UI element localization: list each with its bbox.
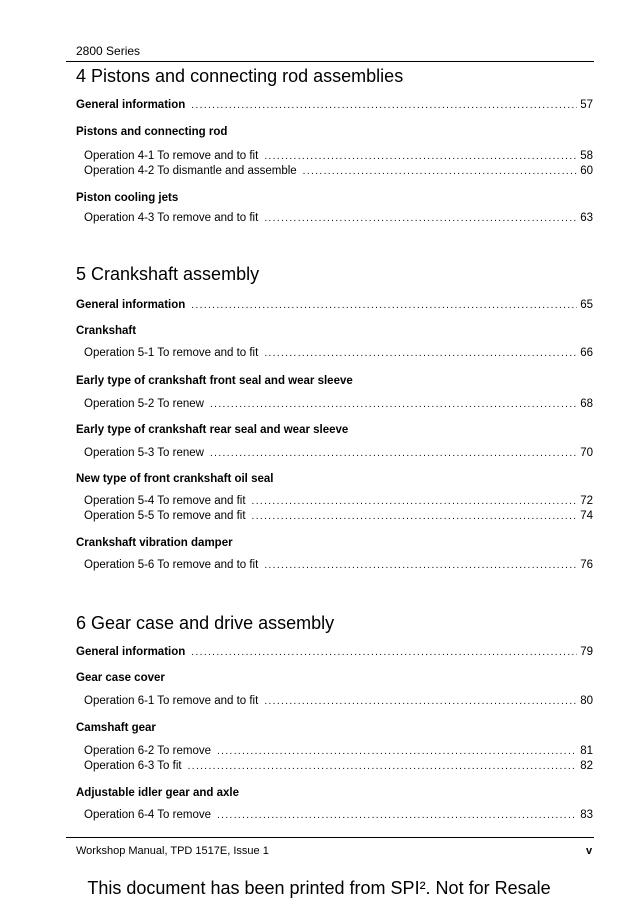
toc-entry[interactable] [76, 644, 593, 658]
leader-dots [191, 100, 577, 111]
toc-entry[interactable] [84, 557, 593, 571]
toc-page-number: 58 [580, 150, 593, 162]
section-heading: Gear case cover [76, 672, 165, 684]
toc-entry[interactable] [84, 163, 593, 177]
leader-dots [210, 448, 577, 459]
toc-page-number: 76 [580, 559, 593, 571]
section-heading: Early type of crankshaft front seal and wear sleeve [76, 375, 353, 387]
toc-page-number: 80 [580, 695, 593, 707]
toc-entry-label: Operation 6-4 To remove [84, 809, 211, 821]
leader-dots [191, 647, 577, 658]
toc-entry-label: Operation 6-3 To fit [84, 760, 182, 772]
toc-entry-label: General information [76, 99, 186, 111]
toc-entry[interactable] [76, 297, 593, 311]
footer-page-number: v [586, 845, 593, 857]
toc-entry-label: Operation 6-1 To remove and to fit [84, 695, 259, 707]
toc-page-number: 65 [580, 299, 593, 311]
toc-entry-label: General information [76, 299, 186, 311]
print-notice: This document has been printed from SPI². Not for Resale [87, 878, 551, 898]
toc-entry-label: General information [76, 646, 186, 658]
toc-entry-label: Operation 6-2 To remove [84, 745, 211, 757]
toc-entry[interactable] [84, 758, 593, 772]
section-heading: Crankshaft vibration damper [76, 537, 233, 549]
leader-dots [210, 399, 577, 410]
toc-entry[interactable] [84, 210, 593, 224]
toc-page-number: 82 [580, 760, 593, 772]
leader-dots [191, 300, 577, 311]
chapter-title: 4 Pistons and connecting rod assemblies [76, 66, 404, 86]
toc-entry[interactable] [84, 148, 593, 162]
toc-page-number: 63 [580, 212, 593, 224]
toc-page-number: 83 [580, 809, 593, 821]
leader-dots [264, 213, 577, 224]
toc-entry-label: Operation 5-3 To renew [84, 447, 204, 459]
leader-dots [303, 166, 578, 177]
toc-entry[interactable] [84, 743, 593, 757]
leader-dots [252, 496, 578, 507]
section-heading: New type of front crankshaft oil seal [76, 473, 274, 485]
toc-entry[interactable] [84, 693, 593, 707]
footer-rule [66, 837, 594, 838]
toc-entry-label: Operation 5-5 To remove and fit [84, 510, 246, 522]
toc-page-number: 57 [580, 99, 593, 111]
toc-entry-label: Operation 5-6 To remove and to fit [84, 559, 259, 571]
chapter-title: 6 Gear case and drive assembly [76, 613, 335, 633]
section-heading: Pistons and connecting rod [76, 126, 228, 138]
toc-entry-label: Operation 5-2 To renew [84, 398, 204, 410]
section-heading: Early type of crankshaft rear seal and wear sleeve [76, 424, 349, 436]
chapter-title: 5 Crankshaft assembly [76, 264, 260, 284]
section-heading: Piston cooling jets [76, 192, 179, 204]
toc-page-number: 70 [580, 447, 593, 459]
toc-entry[interactable] [84, 345, 593, 359]
leader-dots [264, 696, 577, 707]
toc-page-number: 81 [580, 745, 593, 757]
toc-entry[interactable] [84, 508, 593, 522]
section-heading: Crankshaft [76, 325, 137, 337]
toc-page-number: 72 [580, 495, 593, 507]
toc-entry[interactable] [84, 445, 593, 459]
toc-page-number: 68 [580, 398, 593, 410]
toc-entry[interactable] [84, 396, 593, 410]
toc-page-number: 66 [580, 347, 593, 359]
toc-entry-label: Operation 4-1 To remove and to fit [84, 150, 259, 162]
leader-dots [264, 151, 577, 162]
toc-entry-label: Operation 4-2 To dismantle and assemble [84, 165, 297, 177]
toc-entry-label: Operation 5-1 To remove and to fit [84, 347, 259, 359]
toc-page-number: 60 [580, 165, 593, 177]
leader-dots [217, 810, 577, 821]
leader-dots [252, 511, 578, 522]
leader-dots [217, 746, 577, 757]
toc-page-number: 79 [580, 646, 593, 658]
leader-dots [264, 348, 577, 359]
toc-entry-label: Operation 5-4 To remove and fit [84, 495, 246, 507]
section-heading: Camshaft gear [76, 722, 156, 734]
leader-dots [188, 761, 578, 772]
leader-dots [264, 560, 577, 571]
toc-entry[interactable] [76, 97, 593, 111]
toc-entry[interactable] [84, 807, 593, 821]
toc-entry-label: Operation 4-3 To remove and to fit [84, 212, 259, 224]
toc-page-number: 74 [580, 510, 593, 522]
section-heading: Adjustable idler gear and axle [76, 787, 239, 799]
toc-entry[interactable] [84, 493, 593, 507]
footer-manual-ref: Workshop Manual, TPD 1517E, Issue 1 [76, 845, 269, 857]
running-header: 2800 Series [76, 44, 141, 58]
header-rule [66, 61, 594, 62]
